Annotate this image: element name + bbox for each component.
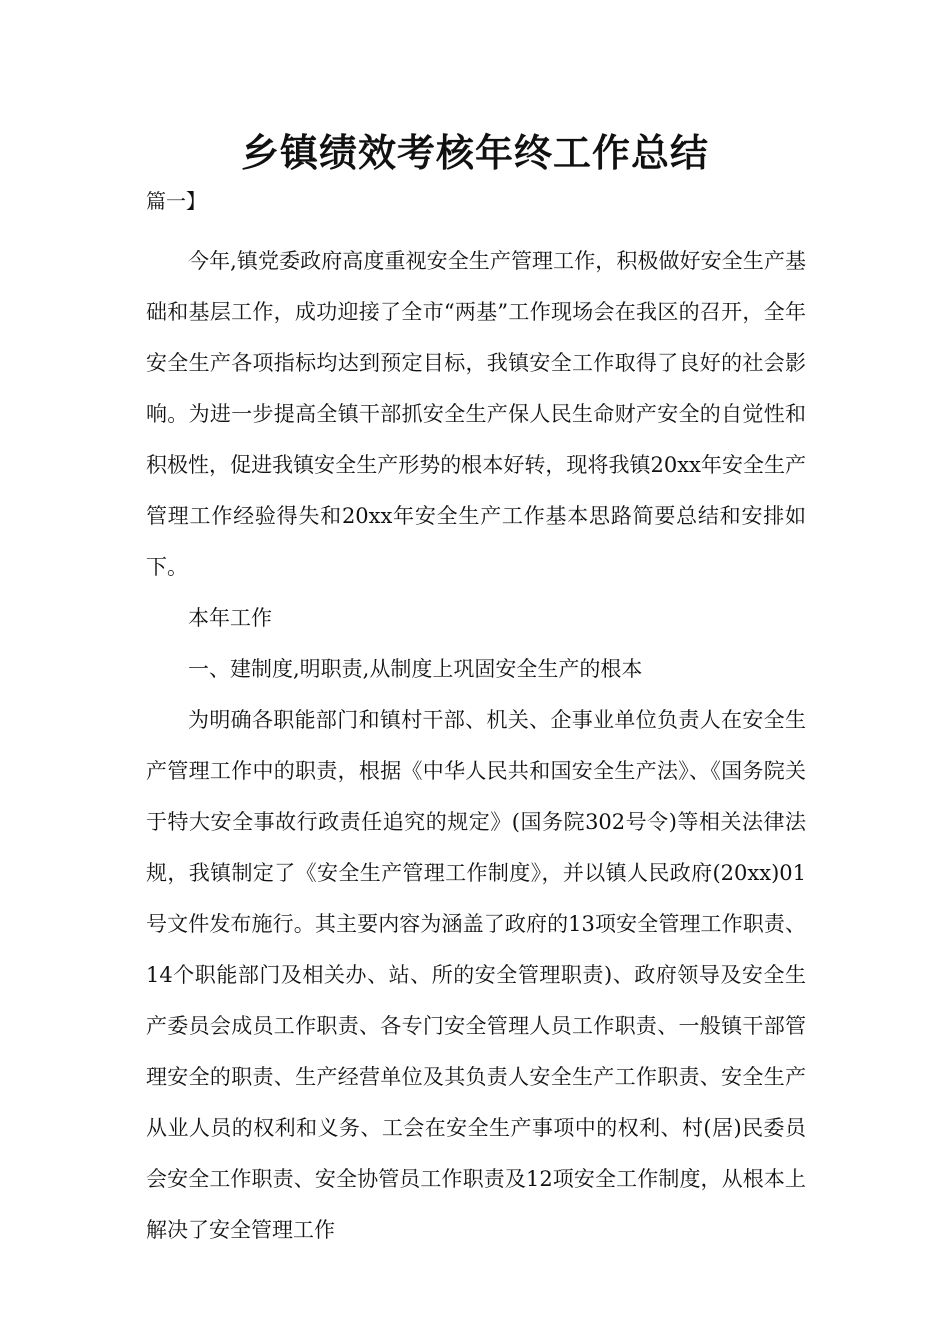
section-mark: 篇一】 [146, 189, 206, 213]
paragraph-heading-annual-work: 本年工作 [188, 606, 272, 630]
paragraph-heading-one: 一、建制度,明职责,从制度上巩固安全生产的根本 [188, 657, 643, 681]
document-body [146, 236, 806, 1256]
paragraph-intro: 今年,镇党委政府高度重视安全生产管理工作，积极做好安全生产基础和基层工作，成功迎接了全市“两基”工作现场会在我区的召开，全年安全生产各项指标均达到预定目标，我镇安全工作取得了良好的社会影响。为进一步提高全镇干部抓安全生产保人民生命财产安全的自觉性和积极性，促进我镇安全生产形势的根本好转，现将我镇20xx年安全生产管理工作经验得失和20xx年安全生产工作基本思路简要总结和安排如下。 [146, 249, 806, 579]
paragraph-responsibilities: 为明确各职能部门和镇村干部、机关、企事业单位负责人在安全生产管理工作中的职责，根据《中华人民共和国安全生产法》、《国务院关于特大安全事故行政责任追究的规定》(国务院302号令)等相关法律法规，我镇制定了《安全生产管理工作制度》，并以镇人民政府(20xx)01号文件发布施行。其主要内容为涵盖了政府的13项安全管理工作职责、14个职能部门及相关办、站、所的安全管理职责)、政府领导及安全生产委员会成员工作职责、各专门安全管理人员工作职责、一般镇干部管理安全的职责、生产经营单位及其负责人安全生产工作职责、安全生产从业人员的权利和义务、工会在安全生产事项中的权利、村(居)民委员会安全工作职责、安全协管员工作职责及12项安全工作制度，从根本上解决了安全管理工作 [146, 708, 806, 1242]
document-title: 乡镇绩效考核年终工作总结 [240, 131, 709, 175]
